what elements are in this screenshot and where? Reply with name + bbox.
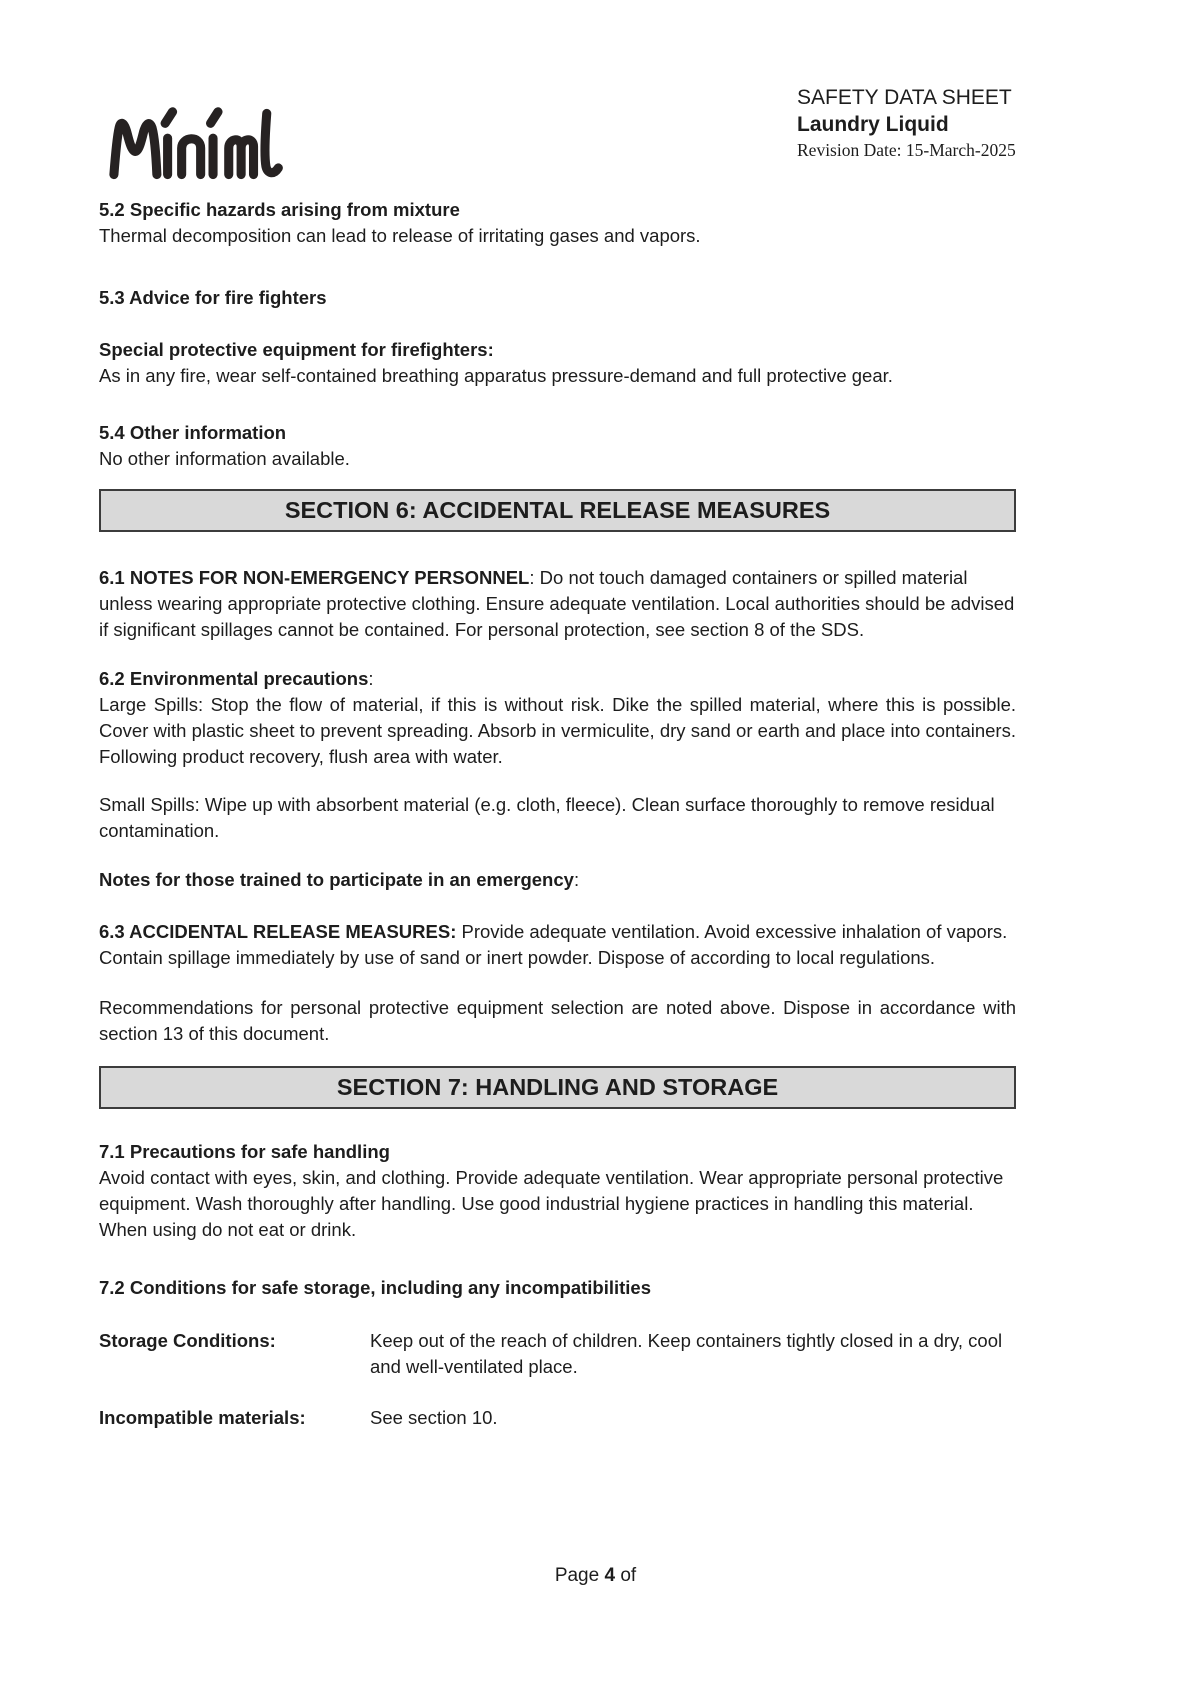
page-footer: [0, 1563, 1191, 1589]
doc-type-title: SAFETY DATA SHEET: [797, 86, 1012, 109]
para-5-4: No other information available.: [99, 448, 350, 469]
para-7-1: Avoid contact with eyes, skin, and clothing. Provide adequate ventilation. Wear appropriate personal protective equipment. Wash thoroughly after handling. Use good industrial hygiene practices in handling this material. When using do not eat or drink.: [99, 1167, 1004, 1240]
heading-5-4: 5.4 Other information: [99, 422, 287, 443]
para-large-spills: Large Spills: Stop the flow of material, if this is without risk. Dike the spilled material, where this is possible. Cover with plastic sheet to prevent spreading. Absorb in vermiculite, dry sand or earth and place into containers. Following product recovery, flush area with water.: [99, 694, 1016, 767]
para-small-spills: Small Spills: Wipe up with absorbent material (e.g. cloth, fleece). Clean surface thoroughly to remove residual contamination.: [99, 794, 995, 841]
heading-5-3: 5.3 Advice for fire fighters: [99, 287, 327, 308]
storage-conditions-label: Storage Conditions:: [99, 1330, 276, 1351]
storage-conditions-value: Keep out of the reach of children. Keep containers tightly closed in a dry, cool and well-ventilated place.: [370, 1330, 1003, 1377]
page-footer-prefix: Page: [554, 1565, 600, 1586]
incompatible-materials-label: Incompatible materials:: [99, 1407, 306, 1428]
para-5-2: Thermal decomposition can lead to release of irritating gases and vapors.: [99, 225, 701, 246]
heading-notes-text: Notes for those trained to participate in an emergency: [99, 869, 574, 890]
para-6-3-text: Provide adequate ventilation. Avoid excessive inhalation of vapors. Contain spillage immediately by use of sand or inert powder. Dispose of according to local regulations.: [99, 921, 1008, 968]
heading-special-protective-equipment: Special protective equipment for firefighters:: [99, 339, 494, 360]
section-6-header-bar: SECTION 6: ACCIDENTAL RELEASE MEASURES: [99, 489, 1016, 532]
heading-5-2: 5.2 Specific hazards arising from mixture: [99, 199, 460, 220]
para-firefighters: As in any fire, wear self-contained breathing apparatus pressure-demand and full protective gear.: [99, 365, 893, 386]
heading-7-1: 7.1 Precautions for safe handling: [99, 1141, 390, 1162]
para-6-3-lead: 6.3 ACCIDENTAL RELEASE MEASURES:: [99, 921, 457, 942]
heading-6-2: [99, 666, 1016, 692]
para-6-3: [99, 919, 1016, 971]
incompatible-materials-row: [99, 1405, 1016, 1431]
heading-notes-colon: :: [573, 869, 580, 890]
para-6-1-text: : Do not touch damaged containers or spilled material unless wearing appropriate protective clothing. Ensure adequate ventilation. Local authorities should be advised if significant spillages cannot be contained. For personal protection, see section 8 of the SDS.: [99, 567, 1015, 640]
product-name: Laundry Liquid: [797, 113, 949, 136]
heading-6-2-text: 6.2 Environmental precautions: [99, 668, 369, 689]
heading-notes-emergency: [99, 867, 1016, 893]
storage-conditions-row: [99, 1328, 1016, 1380]
para-6-1: [99, 565, 1016, 643]
revision-date: Revision Date: 15-March-2025: [797, 140, 1016, 160]
page-number: 4: [604, 1565, 616, 1586]
page-footer-suffix: of: [620, 1565, 637, 1586]
section-7-header-bar: SECTION 7: HANDLING AND STORAGE: [99, 1066, 1016, 1109]
para-6-1-lead: 6.1 NOTES FOR NON-EMERGENCY PERSONNEL: [99, 567, 530, 588]
document-body: [99, 0, 1016, 1431]
heading-7-2: 7.2 Conditions for safe storage, including any incompatibilities: [99, 1277, 652, 1298]
para-recommendations: Recommendations for personal protective equipment selection are noted above. Dispose in accordance with section 13 of this document.: [99, 997, 1016, 1044]
heading-6-2-colon: :: [368, 668, 374, 689]
incompatible-materials-value: See section 10.: [370, 1407, 498, 1428]
